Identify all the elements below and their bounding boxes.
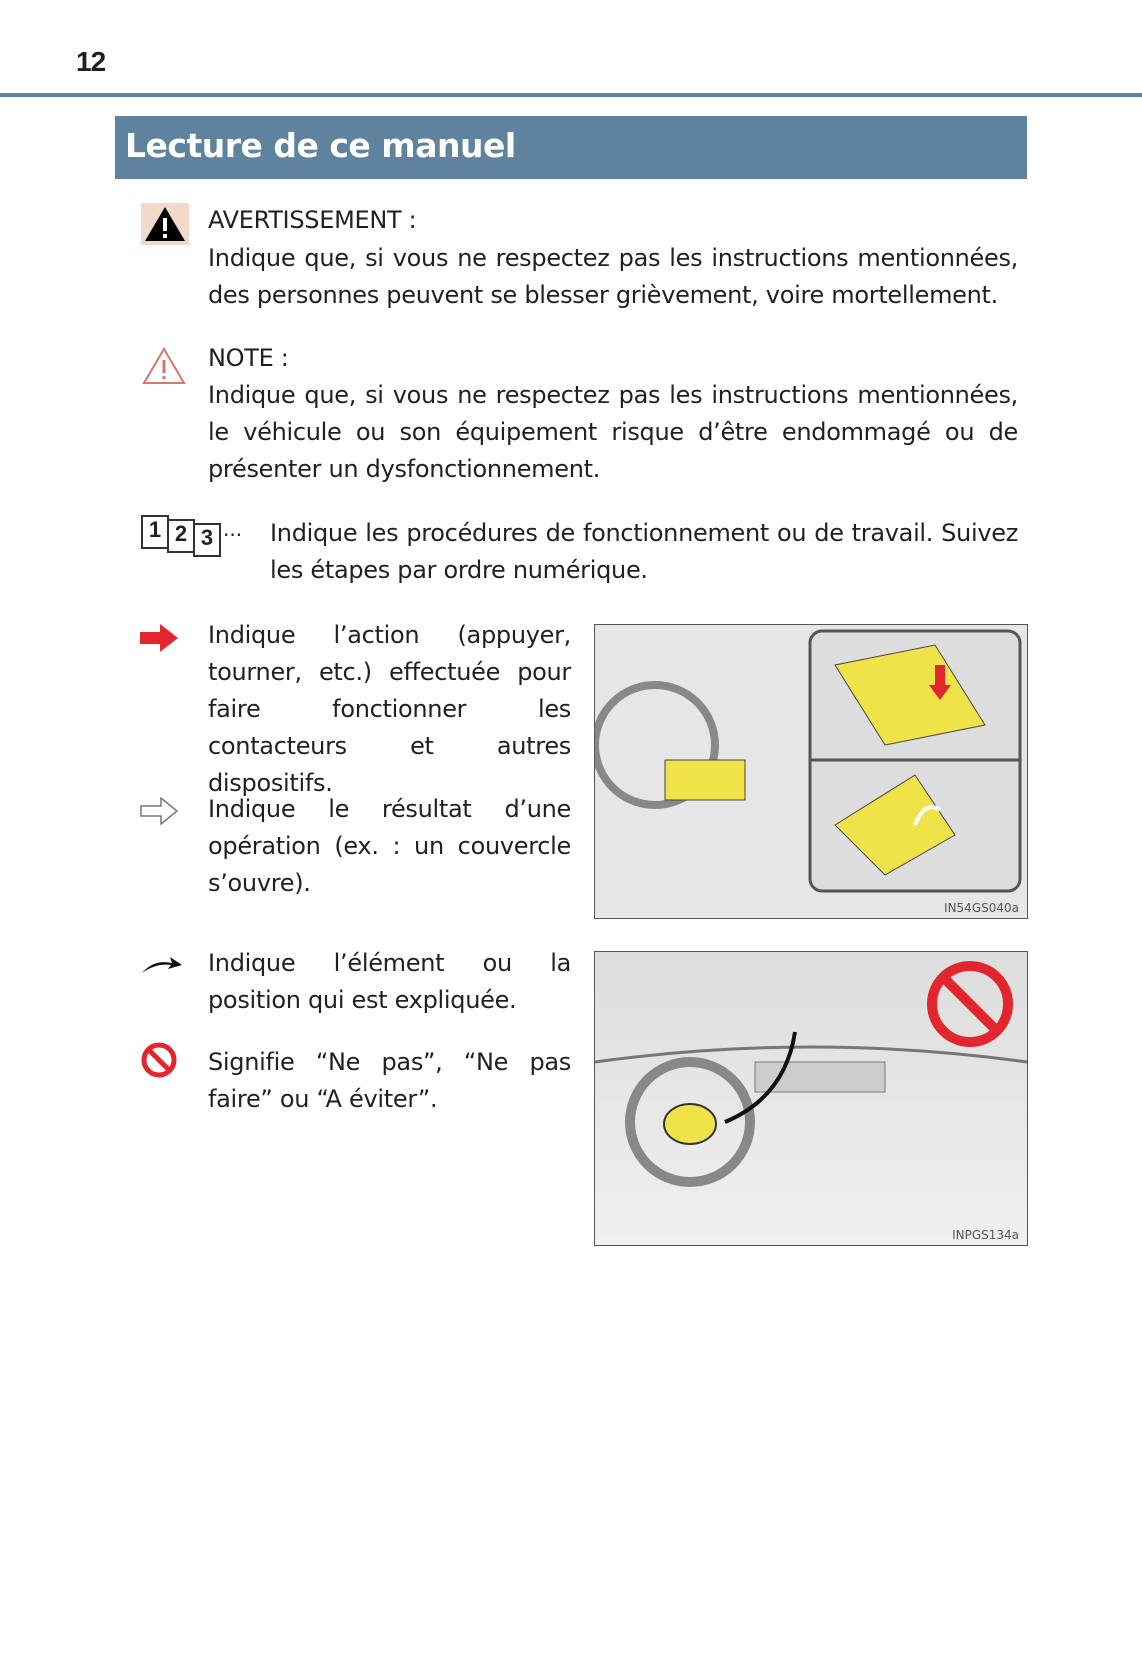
step-2: 2 [167, 519, 195, 553]
step-numbers-icon [141, 515, 251, 555]
figure-code: IN54GS040a [944, 901, 1019, 915]
caution-icon [141, 346, 187, 386]
step-1: 1 [141, 515, 169, 549]
figure-code: INPGS134a [952, 1228, 1019, 1242]
console-illustration [595, 625, 1027, 918]
note-text: Indique que, si vous ne respectez pas les instructions mentionnées, le véhicule ou son équipement risque d’être endommagé ou de présenter un dysfonctionnement. [208, 381, 1018, 483]
section-title: Lecture de ce manuel [125, 126, 516, 165]
result-text: Indique le résultat d’une opération (ex. : un couvercle s’ouvre). [208, 795, 571, 897]
ellipsis: ... [223, 517, 243, 541]
warning-text: Indique que, si vous ne respectez pas les instructions mentionnées, des personnes peuvent se blesser grièvement, voire mortellement. [208, 244, 1018, 309]
warning-icon [141, 203, 189, 245]
prohibit-text: Signifie “Ne pas”, “Ne pas faire” ou “A éviter”. [208, 1048, 571, 1113]
pointer-text: Indique l’élément ou la position qui est expliquée. [208, 949, 571, 1014]
step-3: 3 [193, 523, 221, 557]
warning-title: AVERTISSEMENT : [208, 206, 417, 234]
result-arrow-icon [140, 797, 178, 825]
pointer-arrow-icon [140, 955, 182, 975]
note-title: NOTE : [208, 344, 289, 372]
section-header [115, 116, 1027, 179]
header-rule [0, 93, 1142, 97]
figure-console-illustration [594, 624, 1028, 919]
figure-dashboard-illustration [594, 951, 1028, 1246]
steps-text: Indique les procédures de fonctionnement ou de travail. Suivez les étapes par ordre numérique. [270, 519, 1018, 584]
action-text: Indique l’action (appuyer, tourner, etc.) effectuée pour faire fonctionner les contacteurs et autres dispositifs. [208, 621, 571, 797]
action-arrow-icon [140, 624, 178, 652]
page-number: 12 [76, 46, 106, 77]
dashboard-illustration [595, 952, 1027, 1245]
prohibit-icon [141, 1042, 177, 1078]
